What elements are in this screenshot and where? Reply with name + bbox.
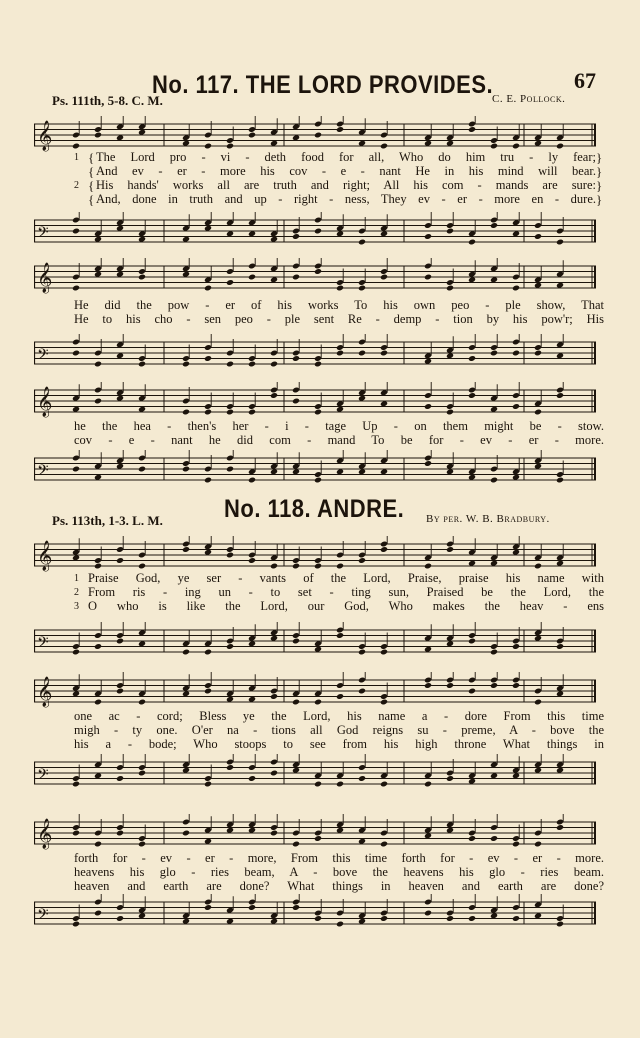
noteheads xyxy=(72,894,564,927)
bass-clef-icon: 𝄢 xyxy=(37,906,49,927)
noteheads xyxy=(72,672,564,705)
noteheads xyxy=(72,622,564,655)
lyric-line: forth for - ev - er - more, From this time forth for - ev - er - more. xyxy=(74,851,604,865)
treble-staff xyxy=(34,814,596,852)
treble-staff xyxy=(34,258,596,296)
hymn-117-meter: Ps. 111th, 5-8. C. M. xyxy=(52,93,163,108)
lyric-line: migh - ty one. O'er na - tions all God reigns su - preme, A - bove the xyxy=(74,723,604,737)
lyric-line: 2 { His hands' works all are truth and right; All his com - mands are sure: } xyxy=(74,178,603,193)
lyric-line: { And ev - er - more his cov - e - nant He in his mind will bear. } xyxy=(88,164,603,179)
treble-clef-icon: 𝄞 xyxy=(37,541,53,571)
treble-staff xyxy=(34,536,596,574)
treble-clef-icon: 𝄞 xyxy=(37,819,53,849)
bass-staff xyxy=(34,754,596,792)
lyric-line: { And, done in truth and up - right - ness, They ev - er - more en - dure. } xyxy=(88,192,603,207)
noteheads xyxy=(72,450,564,483)
lyric-line: 3 O who is like the Lord, our God, Who makes the heav - ens xyxy=(74,599,604,613)
hymn-118-title: No. 118. ANDRE. xyxy=(224,494,405,523)
lyric-line: 1 Praise God, ye ser - vants of the Lord, Praise, praise his name with xyxy=(74,571,604,585)
lyric-line: 1 { The Lord pro - vi - deth food for all, Who do him tru - ly fear; } xyxy=(74,150,603,165)
noteheads xyxy=(72,754,564,787)
hymn-117-title: No. 117. THE LORD PROVIDES. xyxy=(152,70,494,99)
bass-clef-icon: 𝄢 xyxy=(37,634,49,655)
bass-clef-icon: 𝄢 xyxy=(37,462,49,483)
noteheads xyxy=(72,536,564,569)
lyric-line: heaven and earth are done? What things in heaven and earth are done? xyxy=(74,879,604,893)
noteheads xyxy=(72,116,564,149)
treble-clef-icon: 𝄞 xyxy=(37,387,53,417)
bass-clef-icon: 𝄢 xyxy=(37,346,49,367)
lyric-line: cov - e - nant he did com - mand To be for - ev - er - more. xyxy=(74,433,604,447)
bass-clef-icon: 𝄢 xyxy=(37,224,49,245)
noteheads xyxy=(72,814,564,847)
treble-clef-icon: 𝄞 xyxy=(37,263,53,293)
bass-staff xyxy=(34,450,596,488)
treble-staff xyxy=(34,116,596,154)
hymn-118-composer: By per. W. B. Bradbury. xyxy=(426,513,550,525)
noteheads xyxy=(72,334,564,367)
bass-staff xyxy=(34,212,596,250)
treble-clef-icon: 𝄞 xyxy=(37,677,53,707)
lyric-line: He to his cho - sen peo - ple sent Re - demp - tion by his pow'r; His xyxy=(74,312,604,326)
noteheads xyxy=(72,258,564,291)
page-number: 67 xyxy=(574,68,596,93)
noteheads xyxy=(72,212,564,245)
treble-clef-icon: 𝄞 xyxy=(37,121,53,151)
lyric-line: heavens his glo - ries beam, A - bove the heavens his glo - ries beam. xyxy=(74,865,604,879)
hymn-118-meter: Ps. 113th, 1-3. L. M. xyxy=(52,513,163,528)
lyric-line: one ac - cord; Bless ye the Lord, his name a - dore From this time xyxy=(74,709,604,723)
lyric-line: he the hea - then's her - i - tage Up - on them might be - stow. xyxy=(74,419,604,433)
bass-staff xyxy=(34,622,596,660)
bass-staff xyxy=(34,334,596,372)
noteheads xyxy=(72,382,564,415)
treble-staff xyxy=(34,382,596,420)
lyric-line: his a - bode; Who stoops to see from his high throne What things in xyxy=(74,737,604,751)
treble-staff xyxy=(34,672,596,710)
bass-clef-icon: 𝄢 xyxy=(37,766,49,787)
lyric-line: He did the pow - er of his works To his own peo - ple show, That xyxy=(74,298,604,312)
lyric-line: 2 From ris - ing un - to set - ting sun, Praised be the Lord, the xyxy=(74,585,604,599)
hymn-117-composer: C. E. Pollock. xyxy=(492,93,566,105)
bass-staff xyxy=(34,894,596,932)
